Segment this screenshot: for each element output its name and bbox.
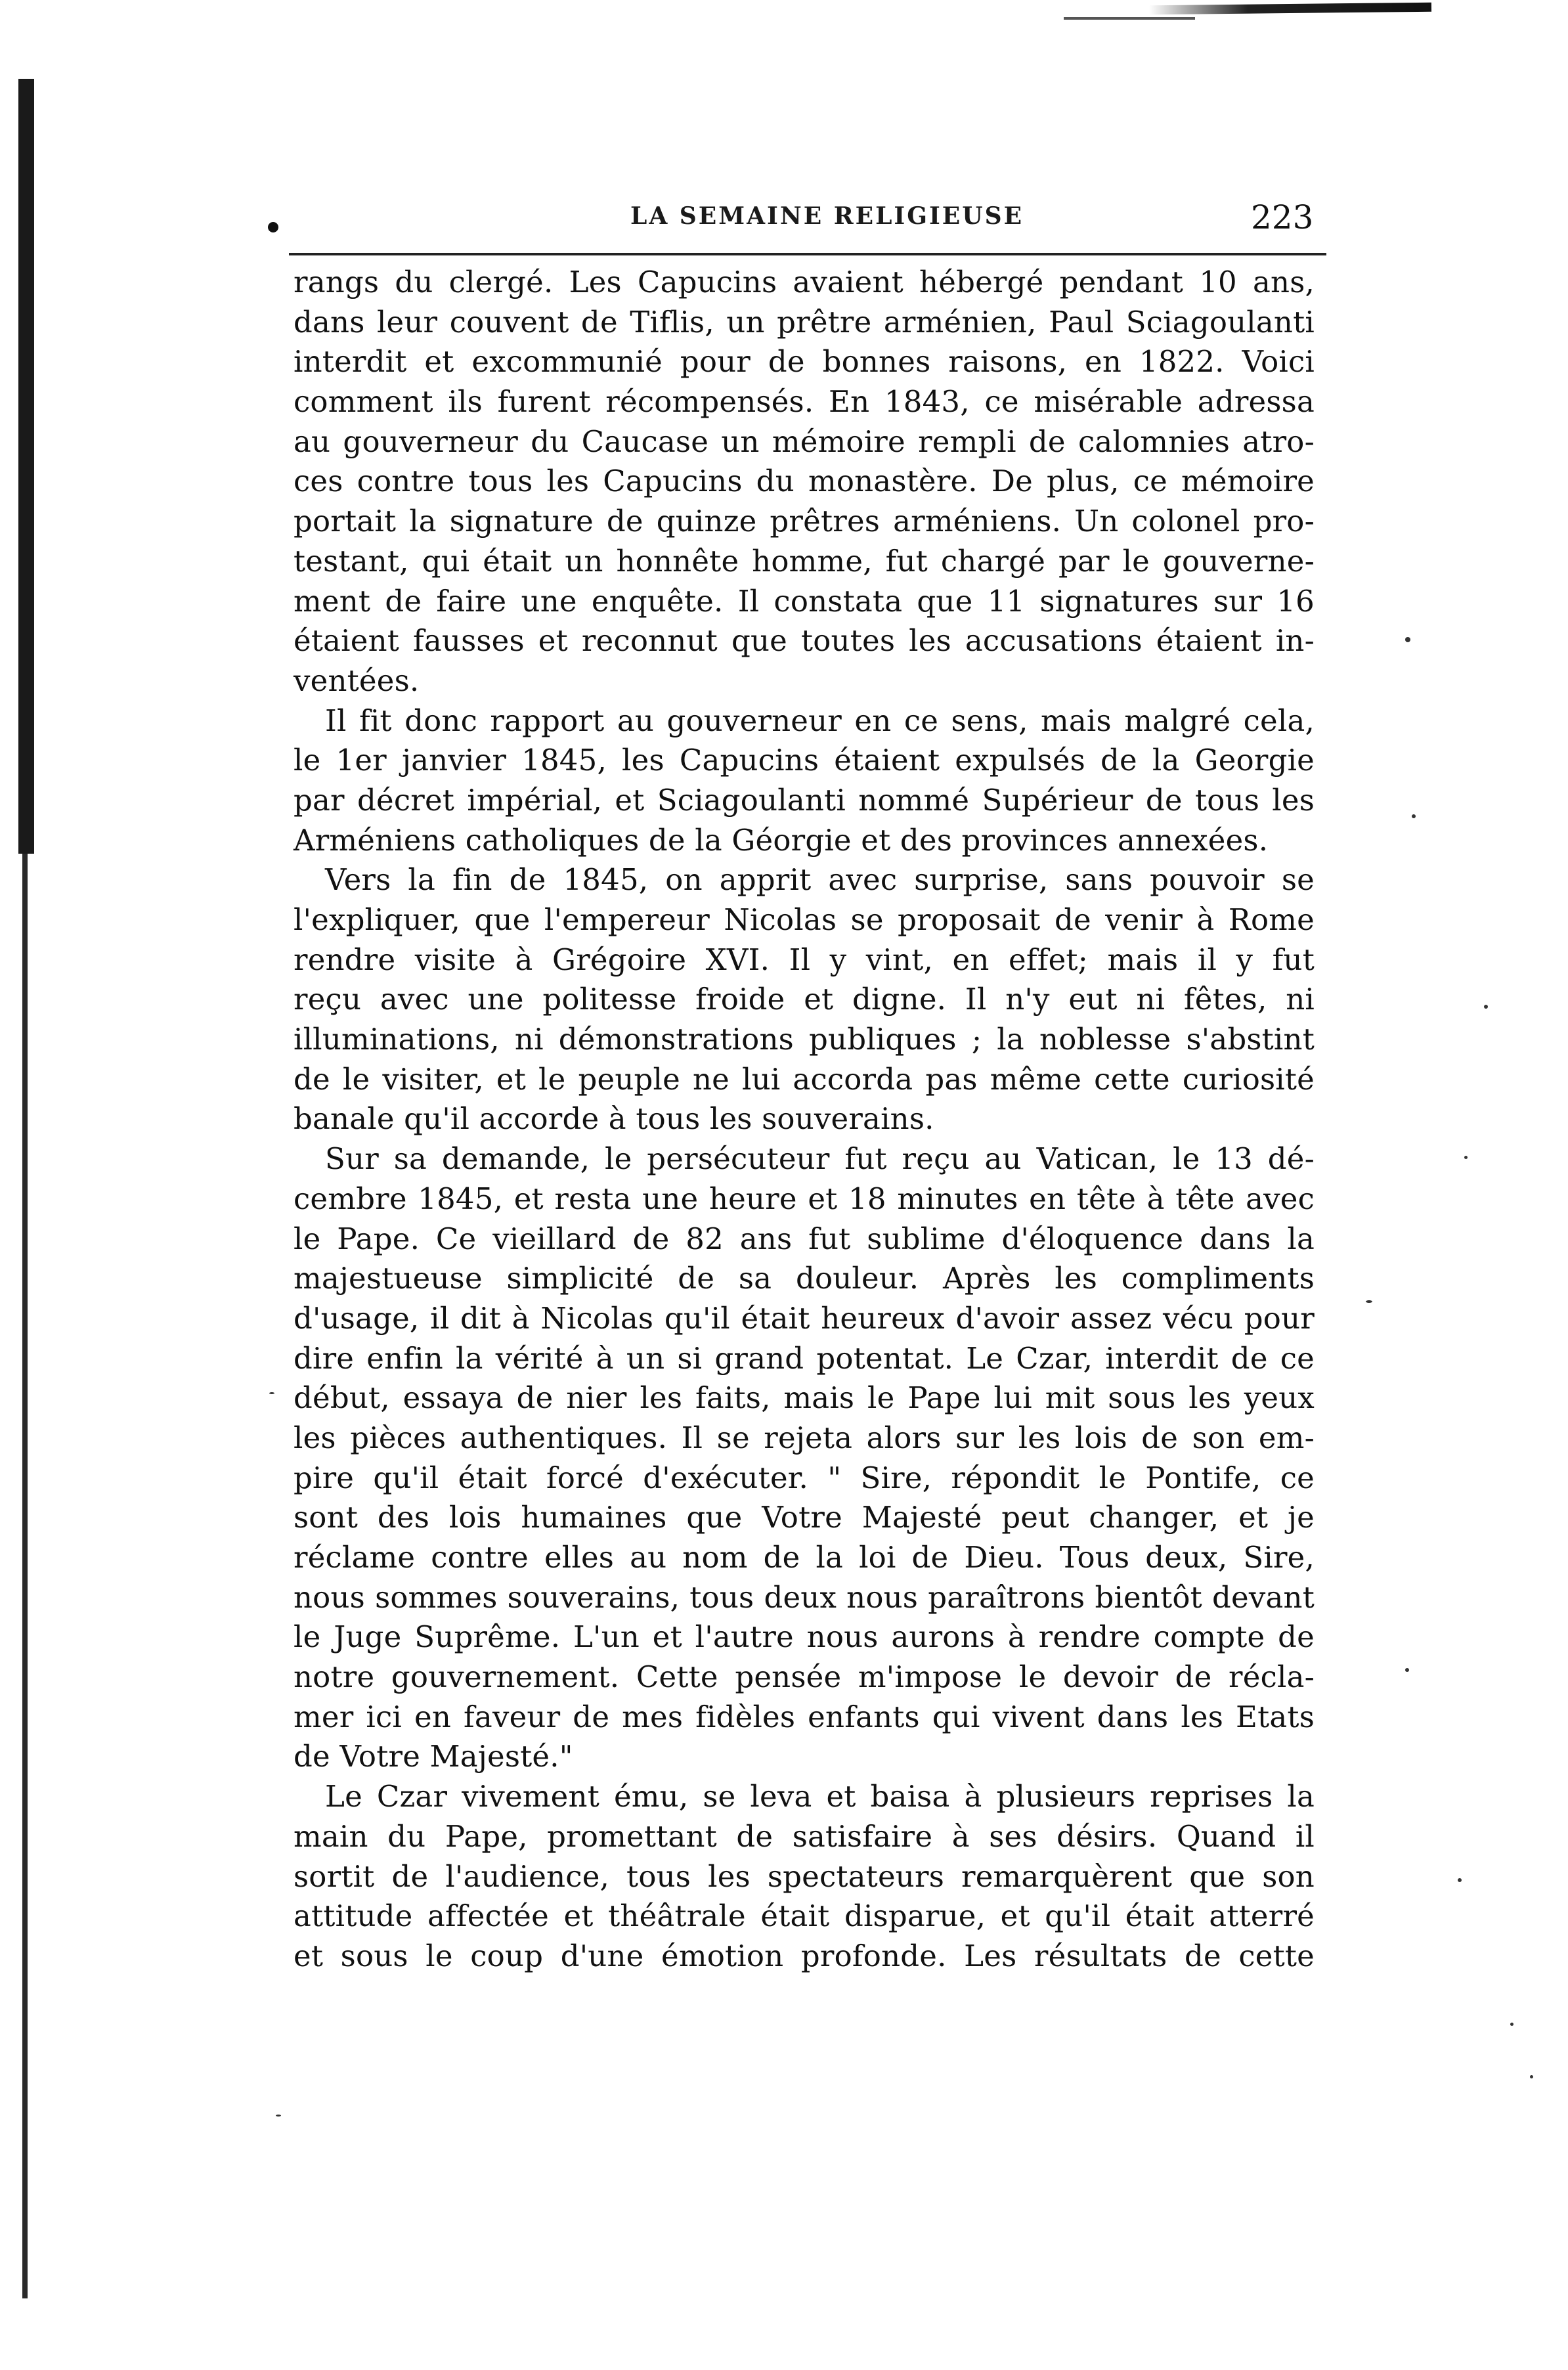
text-line: reçu avec une politesse froide et digne. Il n'y eut ni fêtes, ni — [294, 982, 1315, 1017]
text-line: portait la signature de quinze prêtres arméniens. Un colonel pro- — [294, 504, 1315, 539]
text-line: début, essaya de nier les faits, mais le Pape lui mit sous les yeux — [294, 1380, 1315, 1416]
text-line: les pièces authentiques. Il se rejeta alors sur les lois de son em- — [294, 1420, 1315, 1455]
header-rule — [289, 253, 1326, 255]
text-line: le Juge Suprême. L'un et l'autre nous aurons à rendre compte de — [294, 1619, 1315, 1655]
text-line: comment ils furent récompensés. En 1843, ce misérable adressa — [294, 384, 1315, 420]
text-line: étaient fausses et reconnut que toutes les accusations étaient in- — [294, 623, 1315, 659]
text-line: dans leur couvent de Tiflis, un prêtre arménien, Paul Sciagoulanti — [294, 304, 1315, 340]
text-line: Il fit donc rapport au gouverneur en ce sens, mais malgré cela, — [325, 703, 1315, 738]
scan-edge-shadow — [18, 79, 34, 854]
running-head — [0, 198, 1568, 242]
text-line: banale qu'il accorde à tous les souverains. — [294, 1101, 934, 1137]
text-line: cembre 1845, et resta une heure et 18 minutes en tête à tête avec — [294, 1181, 1315, 1216]
text-line: sont des lois humaines que Votre Majesté peut changer, et je — [294, 1500, 1315, 1535]
text-line: de le visiter, et le peuple ne lui accorda pas même cette curiosité — [294, 1061, 1315, 1097]
text-line: sortit de l'audience, tous les spectateurs remarquèrent que son — [294, 1858, 1315, 1894]
text-line: ces contre tous les Capucins du monastère. De plus, ce mémoire — [294, 464, 1315, 499]
text-line: réclame contre elles au nom de la loi de Dieu. Tous deux, Sire, — [294, 1540, 1315, 1575]
text-line: mer ici en faveur de mes fidèles enfants qui vivent dans les Etats — [294, 1699, 1315, 1734]
text-line: par décret impérial, et Sciagoulanti nommé Supérieur de tous les — [294, 782, 1315, 818]
text-line: rangs du clergé. Les Capucins avaient hébergé pendant 10 ans, — [294, 265, 1315, 299]
text-line: nous sommes souverains, tous deux nous paraîtrons bientôt devant — [294, 1579, 1315, 1615]
text-line: au gouverneur du Caucase un mémoire rempli de calomnies atro- — [294, 424, 1315, 459]
text-line: testant, qui était un honnête homme, fut chargé par le gouverne- — [294, 543, 1315, 579]
text-line: illuminations, ni démonstrations publiques ; la noblesse s'abstint — [294, 1022, 1315, 1057]
body-text — [294, 263, 1315, 1977]
running-title: LA SEMAINE RELIGIEUSE — [630, 202, 1024, 230]
text-line: majestueuse simplicité de sa douleur. Après les compliments — [294, 1261, 1315, 1296]
text-line: Sur sa demande, le persécuteur fut reçu au Vatican, le 13 dé- — [325, 1141, 1315, 1177]
text-line: dire enfin la vérité à un si grand potentat. Le Czar, interdit de ce — [294, 1340, 1315, 1376]
text-line: rendre visite à Grégoire XVI. Il y vint, en effet; mais il y fut — [294, 942, 1315, 977]
text-line: et sous le coup d'une émotion profonde. Les résultats de cette — [294, 1938, 1315, 1973]
text-line: Le Czar vivement ému, se leva et baisa à plusieurs reprises la — [325, 1779, 1315, 1814]
text-line: ment de faire une enquête. Il constata que 11 signatures sur 16 — [294, 583, 1315, 619]
page-number: 223 — [1251, 198, 1314, 236]
text-line: le Pape. Ce vieillard de 82 ans fut sublime d'éloquence dans la — [294, 1221, 1315, 1256]
text-line: attitude affectée et théâtrale était disparue, et qu'il était atterré — [294, 1898, 1315, 1934]
scan-smudge-small — [1064, 17, 1195, 20]
text-line: de Votre Majesté." — [294, 1739, 573, 1774]
text-line: le 1er janvier 1845, les Capucins étaient expulsés de la Georgie — [294, 743, 1315, 778]
text-line: l'expliquer, que l'empereur Nicolas se proposait de venir à Rome — [294, 902, 1315, 937]
text-line: Vers la fin de 1845, on apprit avec surprise, sans pouvoir se — [325, 862, 1315, 898]
text-line: pire qu'il était forcé d'exécuter. " Sire, répondit le Pontife, ce — [294, 1460, 1315, 1495]
scan-edge-line — [22, 854, 28, 2298]
scan-smudge — [1149, 3, 1431, 15]
text-line: interdit et excommunié pour de bonnes raisons, en 1822. Voici — [294, 344, 1315, 380]
text-line: ventées. — [294, 663, 420, 698]
text-line: d'usage, il dit à Nicolas qu'il était heureux d'avoir assez vécu pour — [294, 1300, 1315, 1336]
text-line: main du Pape, promettant de satisfaire à ses désirs. Quand il — [294, 1818, 1315, 1854]
text-line: notre gouvernement. Cette pensée m'impose le devoir de récla- — [294, 1659, 1315, 1695]
text-line: Arméniens catholiques de la Géorgie et des provinces annexées. — [294, 822, 1269, 858]
